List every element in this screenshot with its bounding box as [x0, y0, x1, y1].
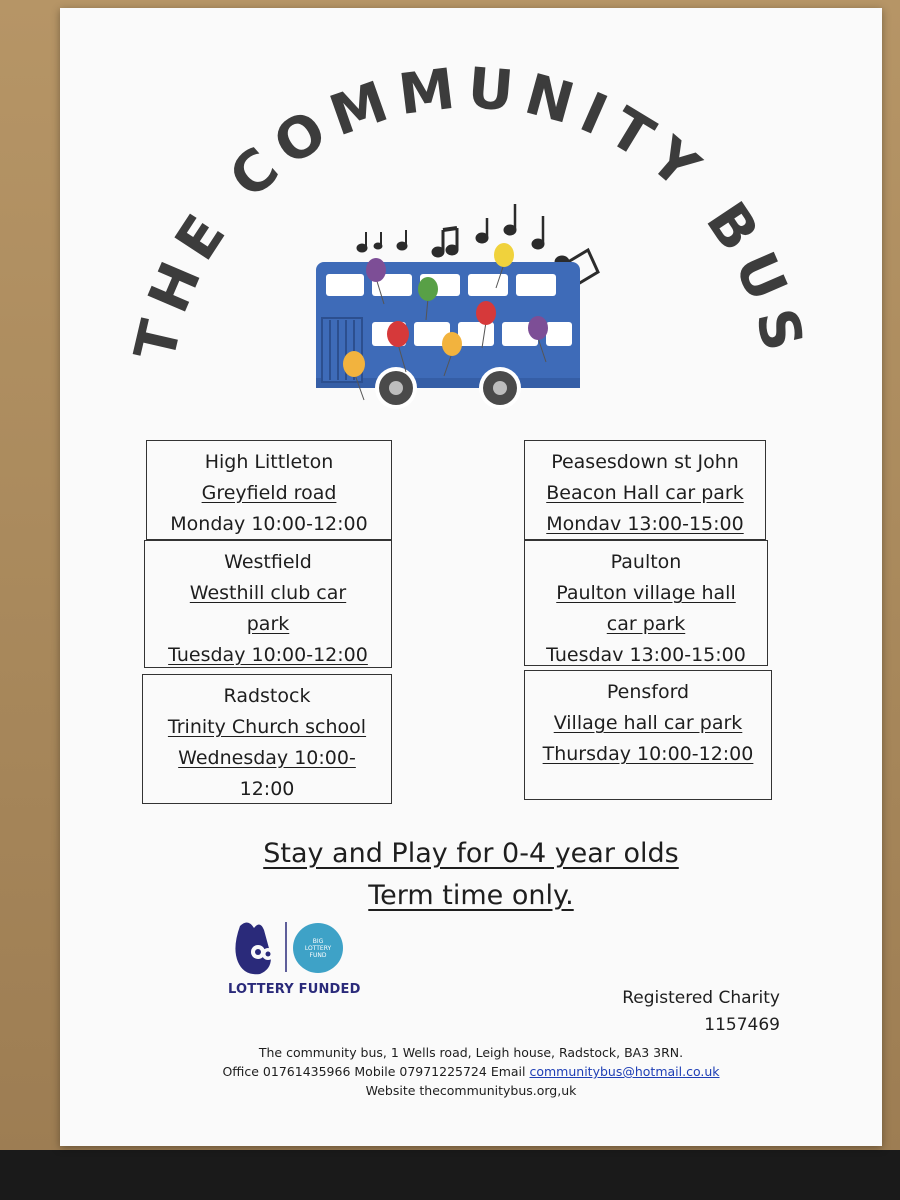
address-line: The community bus, 1 Wells road, Leigh house, Radstock, BA3 3RN. [258, 1045, 684, 1060]
phone-numbers: Office 01761435966 Mobile 07971225724 Email [222, 1064, 526, 1079]
venue-line: car park [606, 613, 686, 635]
time-line: Tuesday 10:00-12:00 [168, 644, 368, 666]
time-line: Thursday 10:00-12:00 [542, 743, 754, 765]
venue-line: Beacon Hall car park [546, 482, 744, 504]
venue-line: Greyfield road [201, 482, 337, 504]
time-line: Monday 10:00-12:00 [170, 513, 368, 535]
schedule-box-paulton [524, 540, 768, 666]
time-line: Mondav 13:00-15:00 [546, 513, 744, 535]
place-name: Radstock [223, 685, 311, 707]
schedule-box-pensford [524, 670, 772, 800]
venue-line: Paulton village hall [556, 582, 736, 604]
time-line: Tuesdav 13:00-15:00 [546, 644, 746, 666]
bus-with-balloons-icon [316, 204, 598, 409]
contact-block [60, 1043, 882, 1100]
lottery-funded-label: LOTTERY FUNDED [228, 982, 361, 997]
place-name: Pensford [606, 681, 690, 703]
tagline-age: Stay and Play for 0-4 year olds [263, 838, 679, 869]
schedule-box-peasesdown [524, 440, 766, 540]
table-edge [0, 1150, 900, 1200]
place-name: Peasesdown st John [551, 451, 739, 473]
place-name: High Littleton [204, 451, 334, 473]
venue-line: Westhill club car [189, 582, 347, 604]
poster-title: THE COMMUNITY BUS [122, 55, 818, 367]
charity-number: 1157469 [704, 1015, 780, 1035]
venue-line: park [246, 613, 290, 635]
schedule-box-high-littleton [146, 440, 392, 540]
venue-line: Village hall car park [553, 712, 743, 734]
schedule-box-westfield [144, 540, 392, 668]
website-line: Website thecommunitybus.org,uk [365, 1083, 577, 1098]
time-line: 12:00 [239, 778, 295, 800]
svg-text:FUND: FUND [309, 952, 327, 959]
svg-text:BIG: BIG [312, 938, 324, 945]
venue-line: Trinity Church school [167, 716, 367, 738]
email-link[interactable]: communitybus@hotmail.co.uk [529, 1064, 720, 1079]
poster-sheet [60, 8, 882, 1146]
national-lottery-crossed-fingers-icon [230, 918, 350, 980]
registered-charity [580, 985, 780, 1039]
tagline-term: Term time only. [368, 880, 574, 911]
schedule-box-radstock [142, 674, 392, 804]
place-name: Westfield [224, 551, 312, 573]
phone-line [60, 1062, 882, 1081]
charity-label: Registered Charity [622, 988, 780, 1008]
place-name: Paulton [610, 551, 682, 573]
time-line: Wednesday 10:00- [178, 747, 356, 769]
title-logo-graphic [60, 8, 882, 438]
svg-text:LOTTERY: LOTTERY [304, 945, 332, 952]
